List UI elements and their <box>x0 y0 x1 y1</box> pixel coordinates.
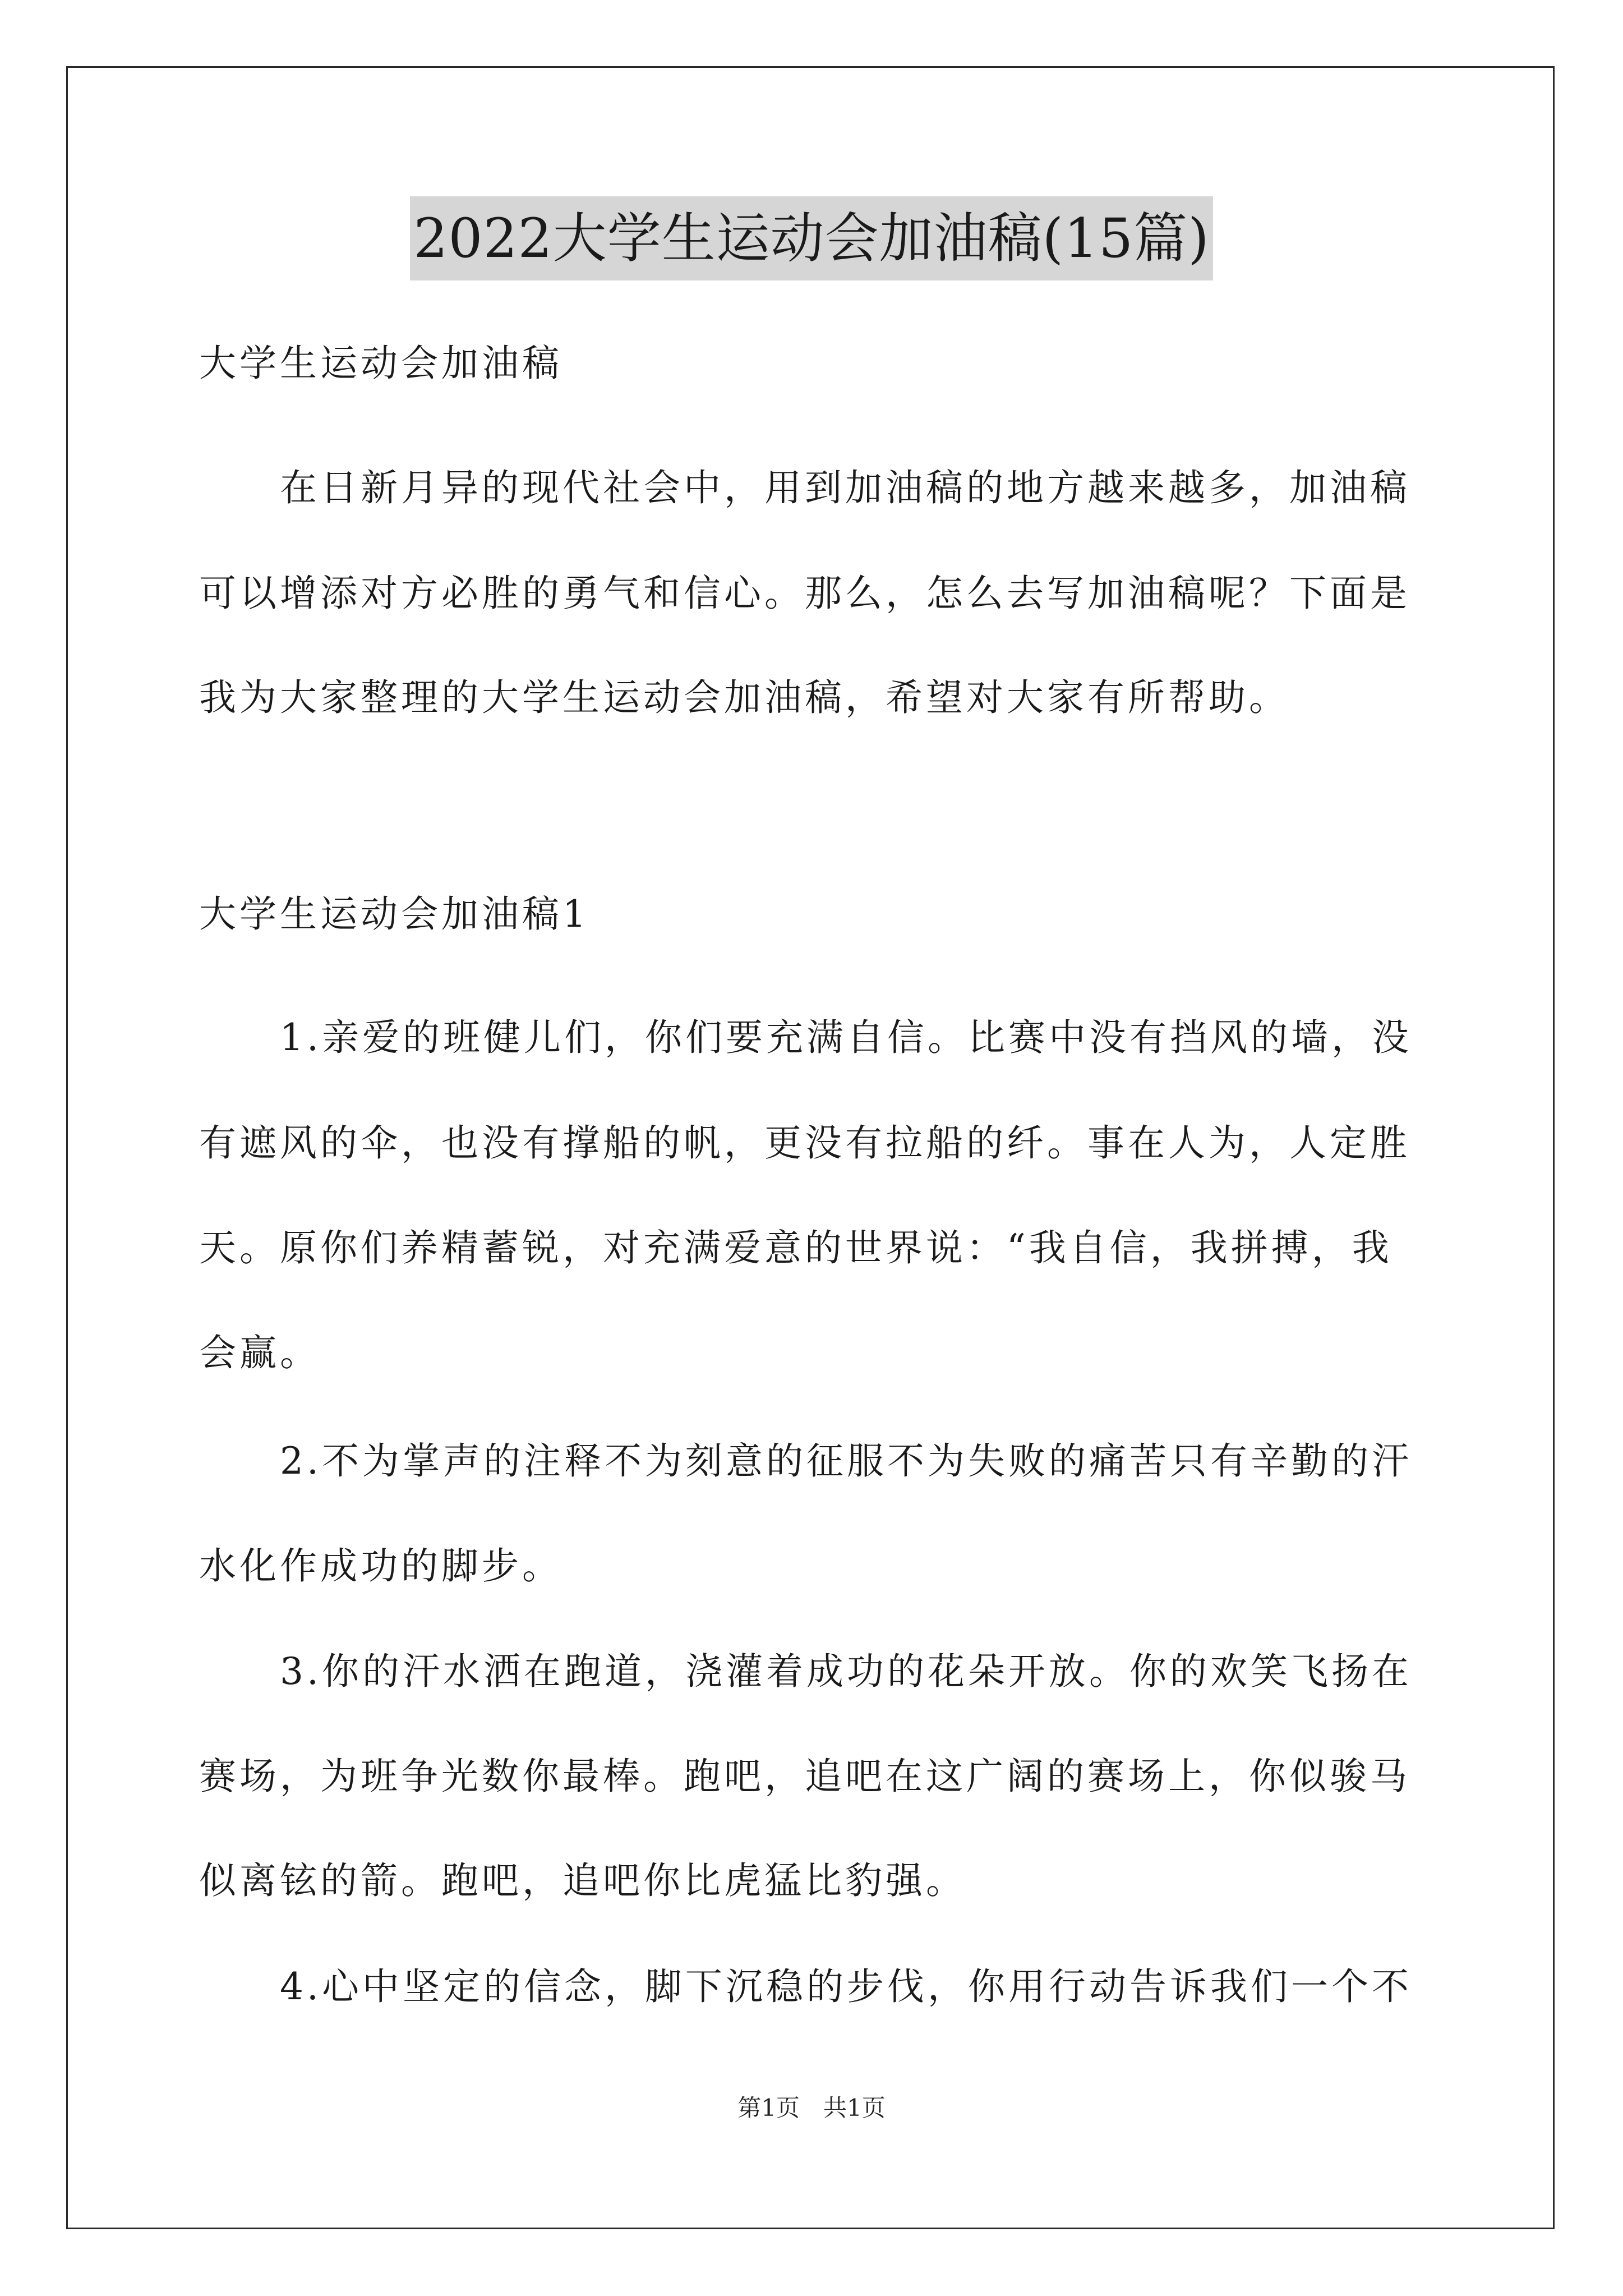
document-title: 2022大学生运动会加油稿(15篇) <box>410 196 1212 280</box>
paragraph-line: 会赢。 <box>199 1331 320 1374</box>
title-container <box>0 196 1623 280</box>
paragraph-line: 在日新月异的现代社会中，用到加油稿的地方越来越多，加油稿 <box>199 466 1410 509</box>
section-heading: 大学生运动会加油稿1 <box>199 892 589 936</box>
paragraph-line: 1.亲爱的班健儿们，你们要充满自信。比赛中没有挡风的墙，没 <box>199 1016 1412 1059</box>
paragraph-line: 赛场，为班争光数你最棒。跑吧，追吧在这广阔的赛场上，你似骏马 <box>199 1755 1410 1798</box>
section-heading: 大学生运动会加油稿 <box>199 342 562 385</box>
paragraph-line: 3.你的汗水洒在跑道，浇灌着成功的花朵开放。你的欢笑飞扬在 <box>199 1650 1412 1693</box>
page-footer: 第1页 共1页 <box>737 2094 886 2122</box>
paragraph-line: 2.不为掌声的注释不为刻意的征服不为失败的痛苦只有辛勤的汗 <box>199 1439 1412 1483</box>
paragraph-line: 有遮风的伞，也没有撑船的帆，更没有拉船的纤。事在人为，人定胜 <box>199 1121 1410 1165</box>
paragraph-line: 水化作成功的脚步。 <box>199 1544 562 1588</box>
paragraph-line: 我为大家整理的大学生运动会加油稿，希望对大家有所帮助。 <box>199 676 1289 719</box>
paragraph-line: 似离铉的箭。跑吧，追吧你比虎猛比豹强。 <box>199 1859 966 1902</box>
paragraph-line: 可以增添对方必胜的勇气和信心。那么，怎么去写加油稿呢？下面是 <box>199 572 1410 615</box>
paragraph-line: 4.心中坚定的信念，脚下沉稳的步伐，你用行动告诉我们一个不 <box>199 1965 1412 2008</box>
paragraph-line: 天。原你们养精蓄锐，对充满爱意的世界说：“我自信，我拼搏，我 <box>199 1226 1393 1269</box>
